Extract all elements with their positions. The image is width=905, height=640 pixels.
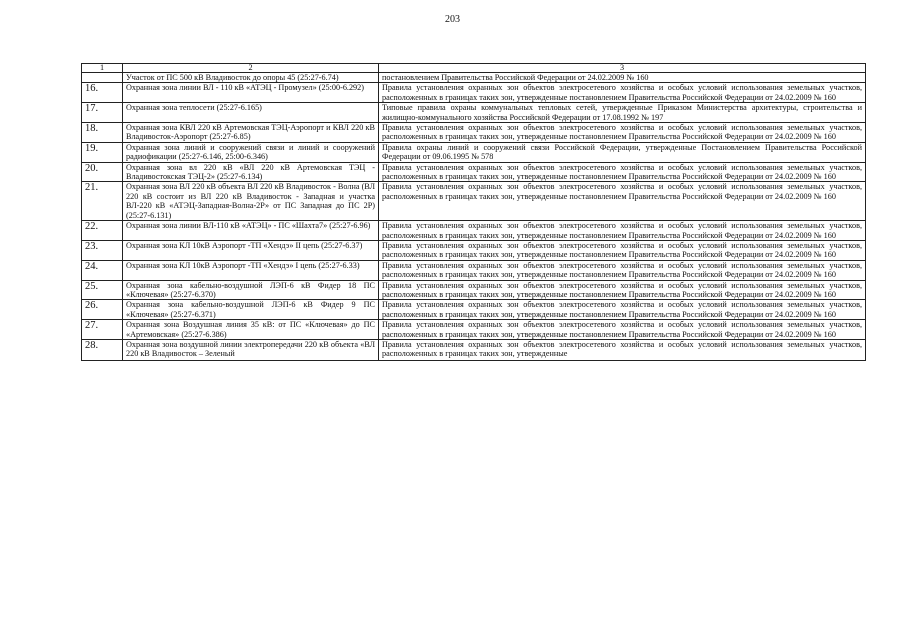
regulation-document: Правила установления охранных зон объектов электросетевого хозяйства и особых условий использования земельных участков, расположенных в границах таких зон, утвержденные постановлением Правительства Российской Федерации от 24.02.2009 № 160 [379, 83, 866, 103]
protected-zone-object: Охранная зона КВЛ 220 кВ Артемовская ТЭЦ-Аэропорт и КВЛ 220 кВ Владивосток-Аэропорт (25:27-6.85) [123, 123, 379, 143]
regulation-document: Правила установления охранных зон объектов электросетевого хозяйства и особых условий использования земельных участков, расположенных в границах таких зон, утвержденные постановлением Правительства Российской Федерации от 24.02.2009 № 160 [379, 300, 866, 320]
protected-zone-object: Охранная зона ВЛ 220 кВ объекта ВЛ 220 кВ Владивосток - Волна (ВЛ 220 кВ состоит из ВЛ 220 кВ Владивосток - Западная и участка ВЛ-220 кВ «АТЭЦ-Западная-Волна-2Р» от ПС Западная до ПС 2Р) (25:27-6.131) [123, 182, 379, 221]
regulation-document: Правила установления охранных зон объектов электросетевого хозяйства и особых условий использования земельных участков, расположенных в границах таких зон, утвержденные постановлением Правительства Российской Федерации от 24.02.2009 № 160 [379, 260, 866, 280]
row-number: 22. [82, 221, 123, 241]
protected-zone-object: Охранная зона линии ВЛ - 110 кВ «АТЭЦ - Промузел» (25:00-6.292) [123, 83, 379, 103]
protected-zone-object: Участок от ПС 500 кВ Владивосток до опоры 45 (25:27-6.74) [123, 73, 379, 83]
regulation-document: Правила установления охранных зон объектов электросетевого хозяйства и особых условий использования земельных участков, расположенных в границах таких зон, утвержденные постановлением Правительства Российской Федерации от 24.02.2009 № 160 [379, 182, 866, 221]
table-row [82, 103, 866, 123]
column-header: 2 [123, 64, 379, 73]
table-body [82, 73, 866, 361]
column-header: 3 [379, 64, 866, 73]
regulations-table [81, 63, 866, 361]
regulation-document: Правила установления охранных зон объектов электросетевого хозяйства и особых условий использования земельных участков, расположенных в границах таких зон, утвержденные [379, 339, 866, 360]
page-number: 203 [445, 14, 460, 25]
table-row [82, 142, 866, 162]
row-number: 27. [82, 320, 123, 340]
column-header: 1 [82, 64, 123, 73]
protected-zone-object: Охранная зона теплосети (25:27-6.165) [123, 103, 379, 123]
regulation-document: Правила установления охранных зон объектов электросетевого хозяйства и особых условий использования земельных участков, расположенных в границах таких зон, утвержденные постановлением Правительства Российской Федерации от 24.02.2009 № 160 [379, 162, 866, 182]
protected-zone-object: Охранная зона воздушной линии электропередачи 220 кВ объекта «ВЛ 220 кВ Владивосток – Зеленый [123, 339, 379, 360]
table-row [82, 162, 866, 182]
protected-zone-object: Охранная зона кабельно-воздушной ЛЭП-6 кВ Фидер 9 ПС «Ключевая» (25:27-6.371) [123, 300, 379, 320]
protected-zone-object: Охранная зона Воздушная линия 35 кВ: от ПС «Ключевая» до ПС «Артемовская» (25:27-6.386) [123, 320, 379, 340]
regulation-document: Правила установления охранных зон объектов электросетевого хозяйства и особых условий использования земельных участков, расположенных в границах таких зон, утвержденные постановлением Правительства Российской Федерации от 24.02.2009 № 160 [379, 320, 866, 340]
table-header-row [82, 64, 866, 73]
row-number: 28. [82, 339, 123, 360]
table-row [82, 300, 866, 320]
regulation-document: Типовые правила охраны коммунальных тепловых сетей, утвержденные Приказом Министерства архитектуры, строительства и жилищно-коммунального хозяйства Российской Федерации от 17.08.1992 № 197 [379, 103, 866, 123]
row-number: 17. [82, 103, 123, 123]
table-row [82, 260, 866, 280]
table-row [82, 221, 866, 241]
table-row [82, 339, 866, 360]
row-number: 23. [82, 240, 123, 260]
protected-zone-object: Охранная зона вл 220 кВ «ВЛ 220 кВ Артемовская ТЭЦ - Владивостокская ТЭЦ-2» (25:27-6.134) [123, 162, 379, 182]
regulation-document: Правила установления охранных зон объектов электросетевого хозяйства и особых условий использования земельных участков, расположенных в границах таких зон, утвержденные постановлением Правительства Российской Федерации от 24.02.2009 № 160 [379, 221, 866, 241]
protected-zone-object: Охранная зона КЛ 10кВ Аэропорт -ТП «Хендэ» I цепь (25:27-6.33) [123, 260, 379, 280]
protected-zone-object: Охранная зона кабельно-воздушной ЛЭП-6 кВ Фидер 18 ПС «Ключевая» (25:27-6.370) [123, 280, 379, 300]
row-number [82, 73, 123, 83]
table-row [82, 182, 866, 221]
table-row [82, 280, 866, 300]
regulation-document: Правила установления охранных зон объектов электросетевого хозяйства и особых условий использования земельных участков, расположенных в границах таких зон, утвержденные постановлением Правительства Российской Федерации от 24.02.2009 № 160 [379, 123, 866, 143]
row-number: 16. [82, 83, 123, 103]
row-number: 26. [82, 300, 123, 320]
protected-zone-object: Охранная зона линий и сооружений связи и линий и сооружений радиофикации (25:27-6.146, 25:00-6.346) [123, 142, 379, 162]
row-number: 18. [82, 123, 123, 143]
table-row [82, 123, 866, 143]
protected-zone-object: Охранная зона КЛ 10кВ Аэропорт -ТП «Хендэ» II цепь (25:27-6.37) [123, 240, 379, 260]
regulation-document: Правила установления охранных зон объектов электросетевого хозяйства и особых условий использования земельных участков, расположенных в границах таких зон, утвержденные постановлением Правительства Российской Федерации от 24.02.2009 № 160 [379, 240, 866, 260]
row-number: 21. [82, 182, 123, 221]
row-number: 20. [82, 162, 123, 182]
regulation-document: постановлением Правительства Российской Федерации от 24.02.2009 № 160 [379, 73, 866, 83]
table-row [82, 320, 866, 340]
table-row [82, 73, 866, 83]
row-number: 25. [82, 280, 123, 300]
row-number: 24. [82, 260, 123, 280]
table-row [82, 83, 866, 103]
regulation-document: Правила установления охранных зон объектов электросетевого хозяйства и особых условий использования земельных участков, расположенных в границах таких зон, утвержденные постановлением Правительства Российской Федерации от 24.02.2009 № 160 [379, 280, 866, 300]
row-number: 19. [82, 142, 123, 162]
regulation-document: Правила охраны линий и сооружений связи Российской Федерации, утвержденные Постановлением Правительства Российской Федерации от 09.06.1995 № 578 [379, 142, 866, 162]
table-row [82, 240, 866, 260]
protected-zone-object: Охранная зона линии ВЛ-110 кВ «АТЭЦ» - ПС «Шахта7» (25:27-6.96) [123, 221, 379, 241]
